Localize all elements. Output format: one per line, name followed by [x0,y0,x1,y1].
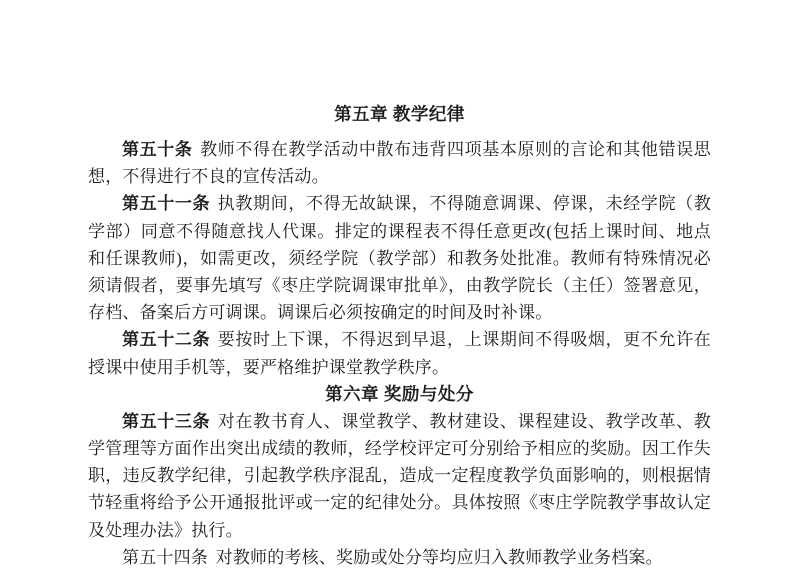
chapter-6-heading: 第六章 奖励与处分 [325,383,474,404]
chapter-5-heading: 第五章 教学纪律 [334,104,465,124]
article-51-text: 执教期间，不得无故缺课，不得随意调课、停课，未经学院（教学部）同意不得随意找人代课。排定的课程表不得任意更改(包括上课时间、地点和任课教师)，如需更改，须经学院（教学部）和教务处批准。教师有特殊情况必须请假者，要事先填写《枣庄学院调课审批单》，由教学院长（主任）签署意见，存档、备案后方可调课。调课后必须按确定的时间及时补课。 [88,194,711,323]
article-52-label: 第五十二条 [122,330,211,350]
article-53 [88,408,711,544]
document-body [88,101,711,571]
article-50-text: 教师不得在教学活动中散布违背四项基本原则的言论和其他错误思想，不得进行不良的宣传活动。 [88,140,711,187]
article-52 [88,326,711,380]
article-52-text: 要按时上下课，不得迟到早退，上课期间不得吸烟，更不允许在授课中使用手机等，要严格维护课堂教学秩序。 [88,330,711,377]
article-53-label: 第五十三条 [122,411,211,431]
article-51 [88,190,711,326]
article-54 [88,544,711,571]
article-53-text: 对在教书育人、课堂教学、教材建设、课程建设、教学改革、教学管理等方面作出突出成绩的教师，经学校评定可分别给予相应的奖励。因工作失职，违反教学纪律，引起教学秩序混乱，造成一定程度教学负面影响的，则根据情节轻重将给予公开通报批评或一定的纪律处分。具体按照《枣庄学院教学事故认定及处理办法》执行。 [88,411,711,540]
article-51-label: 第五十一条 [122,194,211,214]
article-50-label: 第五十条 [122,140,193,159]
article-54-label: 第五十四条 [122,547,208,567]
article-54-text: 对教师的考核、奖励或处分等均应归入教师教学业务档案。 [215,547,663,567]
article-50 [88,136,711,190]
